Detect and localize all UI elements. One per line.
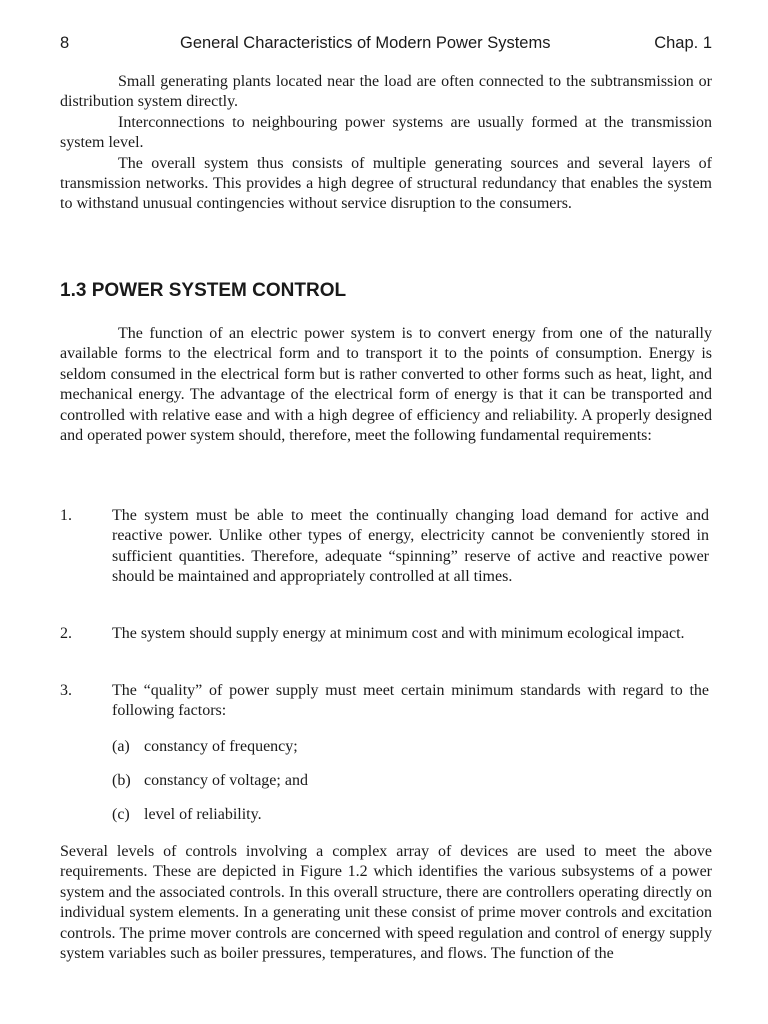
- section-paragraph-block: [60, 324, 712, 446]
- factor-item: [112, 805, 262, 825]
- paragraph: Several levels of controls involving a complex array of devices are used to meet the above requirements. These are depicted in Figure 1.2 which identifies the various subsystems of a power system and the associated controls. In this overall structure, there are controllers operating directly on individual system elements. In a generating unit these consist of prime mover controls and excitation controls. The prime mover controls are concerned with speed regulation and control of energy supply system variables such as boiler pressures, temperatures, and flows. The function of the: [60, 843, 712, 963]
- paragraph: Interconnections to neighbouring power systems are usually formed at the transmission system level.: [60, 113, 712, 152]
- chapter-label: Chap. 1: [654, 34, 712, 52]
- paragraph: Small generating plants located near the load are often connected to the subtransmission or distribution system directly.: [60, 73, 712, 111]
- section-heading: 1.3 POWER SYSTEM CONTROL: [60, 280, 347, 301]
- factor-text: constancy of frequency;: [144, 738, 298, 755]
- list-text: The “quality” of power supply must meet certain minimum standards with regard to the following factors:: [112, 682, 709, 720]
- page-number: 8: [60, 34, 70, 52]
- factor-text: constancy of voltage; and: [144, 772, 308, 789]
- list-text: The system should supply energy at minimum cost and with minimum ecological impact.: [112, 625, 685, 642]
- factor-label: (a): [112, 738, 130, 755]
- factor-item: [112, 771, 308, 791]
- factor-label: (c): [112, 806, 130, 823]
- page-header: [60, 34, 712, 58]
- list-number: 3.: [60, 682, 72, 699]
- list-number: 1.: [60, 507, 72, 524]
- paragraph: The overall system thus consists of multiple generating sources and several layers of transmission networks. This provides a high degree of structural redundancy that enables the system to withstand unusual contingencies without service disruption to the consumers.: [60, 154, 712, 213]
- paragraph: The function of an electric power system is to convert energy from one of the naturally available forms to the electrical form and to transport it to the points of consumption. Energy is seldom consumed in the electrical form but is rather converted to other forms such as heat, light, and mechanical energy. The advantage of the electrical form of energy is that it can be transported and controlled with relative ease and with a high degree of efficiency and reliability. A properly designed and operated power system should, therefore, meet the following fundamental requirements:: [60, 325, 712, 445]
- list-number: 2.: [60, 625, 72, 642]
- closing-text: [60, 842, 712, 964]
- intro-text: [60, 72, 712, 215]
- factor-item: [112, 737, 298, 757]
- list-text: The system must be able to meet the continually changing load demand for active and reactive power. Unlike other types of energy, electricity cannot be conveniently stored in sufficient quantities. Therefore, adequate “spinning” reserve of active and reactive power should be maintained and appropriately controlled at all times.: [112, 507, 709, 586]
- factor-text: level of reliability.: [144, 806, 262, 823]
- running-title: General Characteristics of Modern Power Systems: [180, 34, 551, 52]
- factor-label: (b): [112, 772, 131, 789]
